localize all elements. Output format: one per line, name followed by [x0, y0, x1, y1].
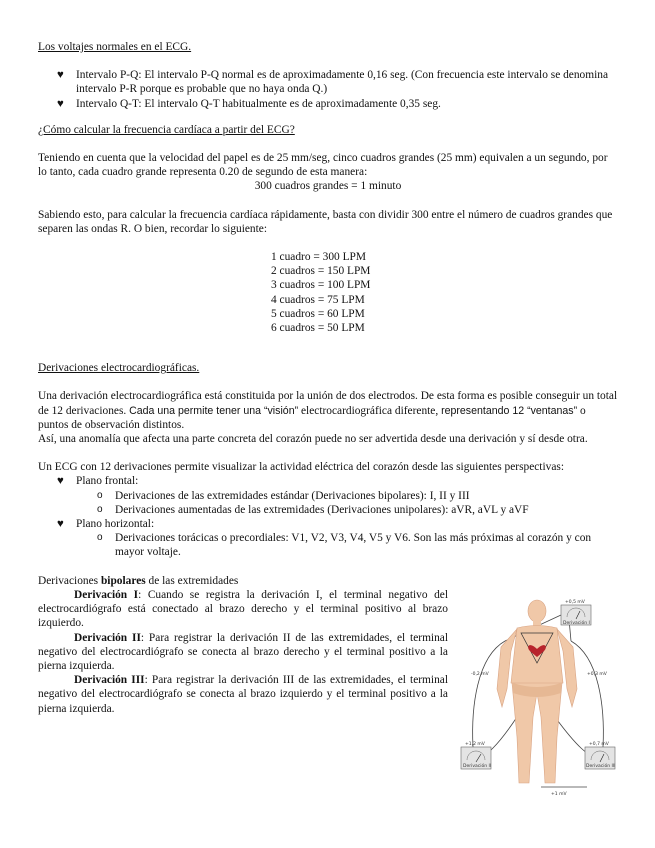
- lpm-row: 2 cuadros = 150 LPM: [271, 265, 371, 278]
- meter-value: +0,7 mV: [589, 742, 609, 747]
- list-item: o Derivaciones de las extremidades estándar (Derivaciones bipolares): I, II y III: [97, 489, 470, 502]
- frontal-sublist: [38, 489, 618, 517]
- bipolares-section: [38, 574, 448, 716]
- body-head: [528, 600, 546, 622]
- left-voltage-label: -0,2 mV: [471, 672, 489, 677]
- circle-bullet-icon: o: [97, 503, 103, 515]
- derivacion-i-paragraph: Derivación I: Cuando se registra la derivación I, el terminal negativo del electrocardiógrafo está conectado al brazo derecho y el terminal positivo al brazo izquierdo.: [38, 588, 448, 630]
- meter-derivacion-i: [561, 599, 591, 626]
- einthoven-figure: [457, 597, 619, 799]
- lpm-table: [38, 250, 618, 335]
- meter-derivacion-iii: [585, 741, 616, 769]
- section-title-bipolares: Derivaciones bipolares de las extremidades: [38, 574, 239, 587]
- lpm-row: 1 cuadro = 300 LPM: [271, 251, 367, 264]
- list-item: ♥ Plano frontal:: [57, 475, 139, 488]
- paragraph: Teniendo en cuenta que la velocidad del papel es de 25 mm/seg, cinco cuadros grandes (25 mm) equivalen a un segundo, por lo tanto, cada cuadro grande representa 0.20 de segundo de esta manera:: [38, 152, 608, 179]
- list-item: ♥ Intervalo Q-T: El intervalo Q-T habitualmente es de aproximadamente 0,35 seg.: [57, 97, 441, 110]
- voltajes-list: [38, 68, 618, 111]
- paragraph: Un ECG con 12 derivaciones permite visualizar la actividad eléctrica del corazón desde las siguientes perspectivas:: [38, 461, 564, 474]
- list-item: o Derivaciones aumentadas de las extremidades (Derivaciones unipolares): aVR, aVL y aVF: [97, 503, 529, 516]
- meter-label: Derivación III: [586, 764, 616, 769]
- einthoven-diagram: [457, 597, 619, 799]
- list-item: ♥ Plano horizontal:: [57, 518, 155, 531]
- paragraph: Así, una anomalía que afecta una parte concreta del corazón puede no ser advertida desde una derivación y sí desde otra.: [38, 433, 588, 446]
- planos-list: [38, 474, 618, 488]
- list-item: ♥ Intervalo P-Q: El intervalo P-Q normal es de aproximadamente 0,16 seg. (Con frecuencia este intervalo se denomina intervalo P-R porque es probable que no haya onda Q.): [57, 69, 609, 96]
- lpm-row: 5 cuadros = 60 LPM: [271, 307, 365, 320]
- section-title-voltajes: Los voltajes normales en el ECG.: [38, 41, 192, 53]
- paragraph: Una derivación electrocardiográfica está constituida por la unión de dos electrodos. De esta forma es posible conseguir un total de 12 derivaciones. Cada una permite tener una “visión” electrocardiográfica diferente, representando 12 “ventanas” o puntos de observación distintos.: [38, 390, 618, 431]
- list-item: o Derivaciones torácicas o precordiales: V1, V2, V3, V4, V5 y V6. Son las más próximas al corazón y con mayor voltaje.: [97, 532, 592, 559]
- lpm-row: 6 cuadros = 50 LPM: [271, 322, 365, 335]
- meter-value: +1,2 mV: [465, 742, 485, 747]
- derivacion-ii-paragraph: Derivación II: Para registrar la derivación II de las extremidades, el terminal negativo del electrocardiógrafo se conecta al brazo derecho y el terminal positivo a la pierna izquierda.: [38, 631, 449, 672]
- section-title-frecuencia: ¿Cómo calcular la frecuencia cardíaca a partir del ECG?: [38, 123, 295, 136]
- formula-line: 300 cuadros grandes = 1 minuto: [254, 180, 402, 193]
- horizontal-sublist: [38, 531, 618, 559]
- derivacion-iii-paragraph: Derivación III: Para registrar la derivación III de las extremidades, el terminal negativo del electrocardiógrafo se conecta al brazo izquierdo y el terminal positivo a la pierna izquierda.: [38, 674, 448, 715]
- lpm-row: 3 cuadros = 100 LPM: [271, 279, 371, 292]
- meter-derivacion-ii: [461, 741, 491, 769]
- meter-label: Derivación I: [563, 621, 590, 626]
- body-legs: [512, 683, 562, 783]
- heart-bullet-icon: ♥: [57, 518, 64, 531]
- meter-label: Derivación II: [463, 764, 492, 769]
- right-voltage-label: +0,3 mV: [587, 672, 607, 677]
- lpm-row: 4 cuadros = 75 LPM: [271, 293, 365, 306]
- human-body: [497, 600, 577, 783]
- heart-bullet-icon: ♥: [57, 97, 64, 110]
- circle-bullet-icon: o: [97, 489, 103, 501]
- section-title-derivaciones: Derivaciones electrocardiográficas.: [38, 362, 200, 375]
- circle-bullet-icon: o: [97, 532, 103, 544]
- heart-bullet-icon: ♥: [57, 475, 64, 488]
- bottom-voltage-label: +1 mV: [551, 792, 567, 797]
- planos-list-2: [38, 517, 618, 531]
- paragraph: Sabiendo esto, para calcular la frecuencia cardíaca rápidamente, basta con dividir 300 entre el número de cuadros grandes que separen las ondas R. O bien, recordar lo siguiente:: [38, 208, 613, 235]
- heart-bullet-icon: ♥: [57, 69, 64, 82]
- meter-value: +0,5 mV: [565, 600, 585, 605]
